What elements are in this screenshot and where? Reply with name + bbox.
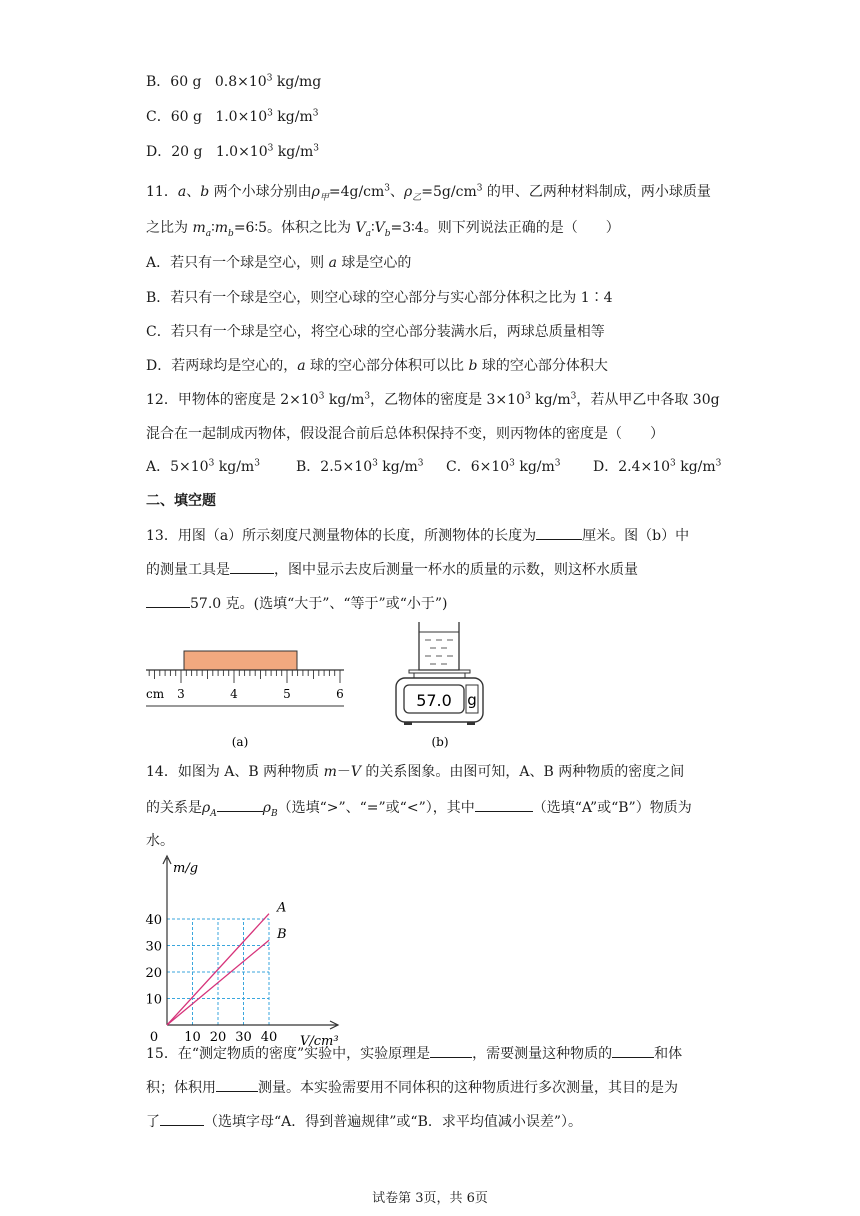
- q13-stem-line3: 57.0 克。(选填“大于”、“等于”或“小于”): [146, 593, 448, 614]
- figure-caption-a: (a): [231, 735, 249, 749]
- x-tick-label: 40: [260, 1030, 278, 1045]
- scale-reading: 57.0: [416, 691, 452, 710]
- ruler-ticks: [149, 670, 340, 683]
- scale-foot: [467, 722, 475, 725]
- q12-stem-line2: 混合在一起制成丙物体，假设混合前后总体积保持不变，则丙物体的密度是（ ）: [146, 426, 664, 442]
- q14-stem-line1: 14．如图为 A、B 两种物质 m－V 的关系图象。由图可知，A、B 两种物质的密度之间: [146, 764, 685, 780]
- series-label-a: A: [277, 900, 287, 916]
- q12-option-a: A．$5\times 10^3$ $kg/m^3$: [146, 458, 260, 475]
- origin-label: 0: [149, 1030, 159, 1045]
- ruler-figure: [146, 638, 356, 750]
- answer-blank[interactable]: [217, 797, 263, 812]
- q11-option-a: A．若只有一个球是空心，则 a 球是空心的: [146, 255, 412, 271]
- q14-stem-line3: 水。: [146, 833, 174, 849]
- q12-option-c: C．$6\times 10^3$ $kg/m^3$: [446, 458, 561, 475]
- ruler-tick-label: 4: [230, 687, 238, 701]
- y-tick-label: 40: [145, 913, 162, 928]
- answer-blank[interactable]: [430, 1043, 472, 1058]
- ruler-tick-label: 5: [283, 687, 291, 701]
- q11-stem-line1: 11．a、b 两个小球分别由$\rho_甲=4g/cm^3$、$\rho_乙=5g/cm^3$ 的甲、乙两种材料制成，两小球质量: [146, 183, 711, 203]
- q12-options: [146, 457, 722, 477]
- q11-option-c: C．若只有一个球是空心，将空心球的空心部分装满水后，两球总质量相等: [146, 324, 605, 340]
- water-ripples: [425, 640, 453, 664]
- page-footer: 试卷第 3页，共 6页: [372, 1191, 488, 1206]
- x-tick-label: 20: [209, 1030, 227, 1045]
- q12-stem-line1: 12．甲物体的密度是 $2\times 10^3$ $kg/m^3$，乙物体的密度是 $3\times 10^3$ $kg/m^3$，若从甲乙中各取 30g: [146, 391, 720, 408]
- y-axis-label: m/g: [173, 861, 199, 876]
- q10-option-b: B．60 g $0.8\times 10^3$ kg/mg: [146, 73, 322, 90]
- answer-blank[interactable]: [146, 593, 190, 608]
- scale-figure: [388, 618, 498, 750]
- q11-option-b: B．若只有一个球是空心，则空心球的空心部分与实心部分体积之比为 1∶4: [146, 290, 613, 306]
- beaker: [419, 622, 459, 670]
- mv-chart: [140, 852, 350, 1049]
- scale-pan: [409, 670, 470, 673]
- x-axis-label: V/cm³: [300, 1034, 339, 1049]
- y-tick-label: 10: [145, 992, 162, 1008]
- measured-block: [184, 651, 297, 670]
- q11-option-d: D．若两球均是空心的，a 球的空心部分体积可以比 b 球的空心部分体积大: [146, 358, 608, 374]
- scale-foot: [404, 722, 412, 725]
- q10-option-c: C．60 g $1.0\times 10^3$ $kg/m^3$: [146, 108, 319, 125]
- y-tick-label: 30: [145, 939, 162, 955]
- answer-blank[interactable]: [230, 559, 274, 574]
- x-tick-label: 30: [235, 1030, 252, 1045]
- ruler-tick-label: 6: [336, 687, 344, 701]
- answer-blank[interactable]: [216, 1077, 258, 1092]
- ruler-tick-label: 3: [177, 687, 185, 701]
- answer-blank[interactable]: [612, 1043, 654, 1058]
- q15-stem-line1: 15．在“测定物质的密度”实验中，实验原理是 ，需要测量这种物质的 和体: [146, 1043, 682, 1064]
- q11-stem-line2: 之比为 $m_a∶m_b=6∶5$。体积之比为 $V_a∶V_b=3∶4$。则下列说法正确的是（ ）: [146, 220, 620, 239]
- series-label-b: B: [277, 927, 287, 943]
- section-heading: 二、填空题: [146, 493, 216, 509]
- x-tick-label: 10: [184, 1030, 201, 1045]
- q15-stem-line3: 了 （选填字母“A．得到普遍规律”或“B．求平均值减小误差”）。: [146, 1111, 582, 1132]
- q14-stem-line2: 的关系是$\rho_A$ $\rho_B$（选填“>”、“=”或“<”），其中 （选填“A”或“B”）物质为: [146, 797, 692, 818]
- answer-blank[interactable]: [160, 1111, 204, 1126]
- ruler-unit: cm: [146, 687, 165, 701]
- q12-option-d: D．$2.4\times 10^3$ $kg/m^3$: [593, 458, 722, 475]
- scale-unit: g: [467, 691, 477, 709]
- q13-stem-line1: 13．用图（a）所示刻度尺测量物体的长度，所测物体的长度为 厘米。图（b）中: [146, 525, 689, 546]
- q13-stem-line2: 的测量工具是 ，图中显示去皮后测量一杯水的质量的示数，则这杯水质量: [146, 559, 638, 580]
- q10-option-d: D．20 g $1.0\times 10^3$ $kg/m^3$: [146, 143, 319, 160]
- y-tick-label: 20: [145, 966, 162, 981]
- answer-blank[interactable]: [536, 525, 582, 540]
- answer-blank[interactable]: [475, 797, 533, 812]
- q15-stem-line2: 积；体积用 测量。本实验需要用不同体积的这种物质进行多次测量，其目的是为: [146, 1077, 678, 1098]
- figure-caption-b: (b): [431, 735, 449, 749]
- q12-option-b: B．$2.5\times 10^3$ $kg/m^3$: [296, 458, 424, 475]
